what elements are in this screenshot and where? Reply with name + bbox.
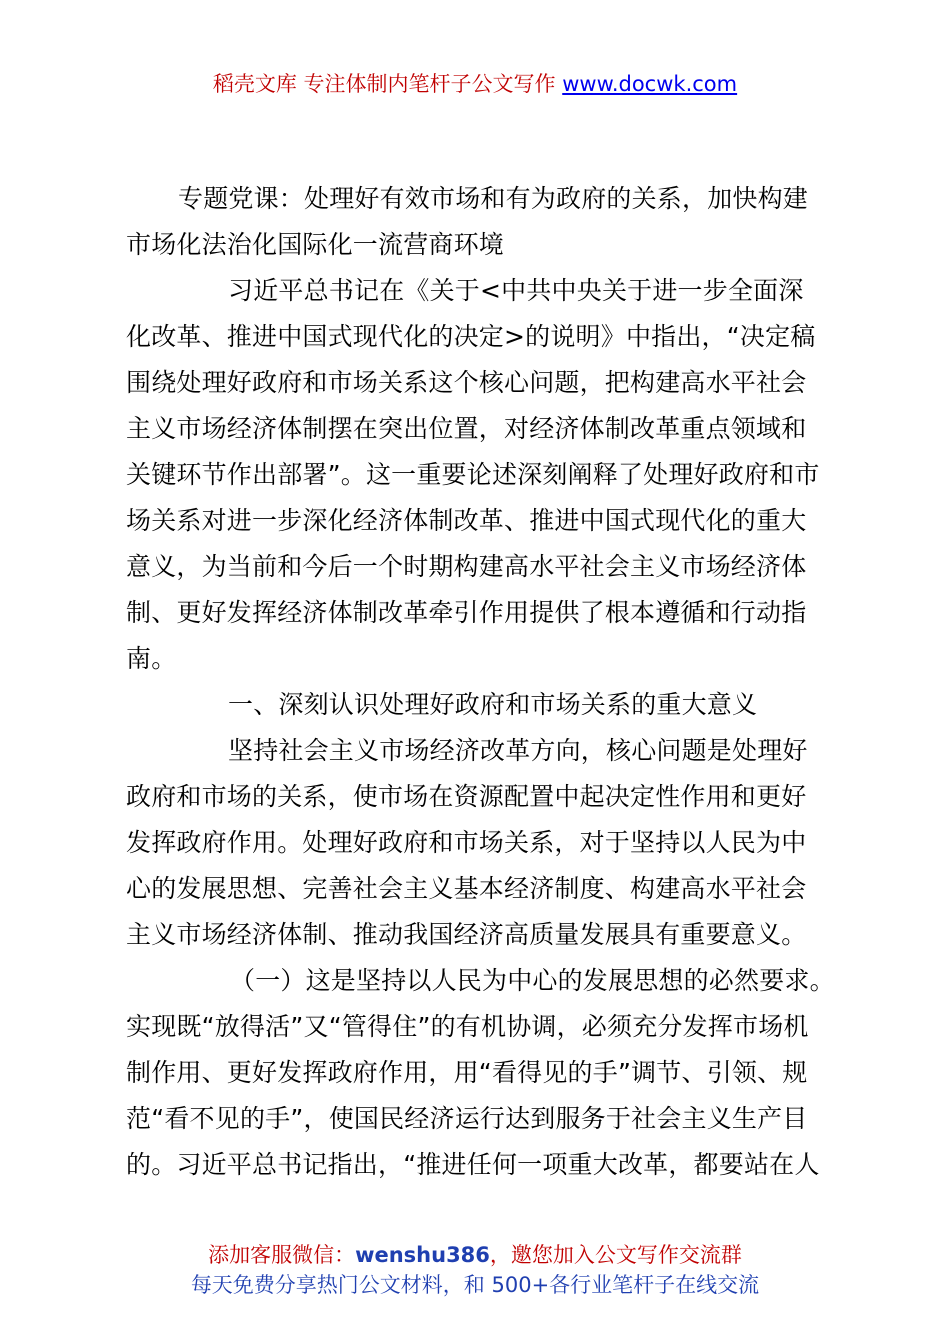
wechat-id: wenshu386 — [355, 1243, 490, 1267]
paragraph-line: 发挥政府作用。处理好政府和市场关系，对于坚持以人民为中 — [126, 828, 807, 857]
paragraph-line: 关键环节作出部署”。这一重要论述深刻阐释了处理好政府和市 — [126, 460, 820, 489]
paragraph-line: 围绕处理好政府和市场关系这个核心问题，把构建高水平社会 — [126, 368, 807, 397]
paragraph-line: 心的发展思想、完善社会主义基本经济制度、构建高水平社会 — [126, 874, 807, 903]
paragraph-line: 主义市场经济体制、推动我国经济高质量发展具有重要意义。 — [126, 920, 807, 949]
footer-prefix: 添加客服微信： — [208, 1243, 356, 1267]
paragraph-line: 南。 — [126, 644, 177, 673]
page-footer — [0, 1240, 950, 1300]
paragraph-line: 意义，为当前和今后一个时期构建高水平社会主义市场经济体 — [126, 552, 807, 581]
paragraph-line: 场关系对进一步深化经济体制改革、推进中国式现代化的重大 — [126, 506, 807, 535]
footer-suffix: ，邀您加入公文写作交流群 — [489, 1243, 742, 1267]
paragraph-line: 的。习近平总书记指出，“推进任何一项重大改革，都要站在人 — [126, 1150, 820, 1179]
doc-title-line-1: 专题党课：处理好有效市场和有为政府的关系，加快构建 — [178, 184, 809, 213]
paragraph-line: 化改革、推进中国式现代化的决定>的说明》中指出，“决定稿 — [126, 322, 816, 351]
document-body — [126, 176, 835, 1188]
subsection-heading: （一）这是坚持以人民为中心的发展思想的必然要求。 — [230, 966, 835, 995]
paragraph-line: 制作用、更好发挥政府作用，用“看得见的手”调节、引领、规 — [126, 1058, 808, 1087]
footer-contact-line — [0, 1240, 950, 1270]
paragraph-line: 实现既“放得活”又“管得住”的有机协调，必须充分发挥市场机 — [126, 1012, 809, 1041]
page-header — [0, 68, 950, 100]
paragraph-line: 范“看不见的手”，使国民经济运行达到服务于社会主义生产目 — [126, 1104, 808, 1133]
footer-promo-line: 每天免费分享热门公文材料，和 500+各行业笔杆子在线交流 — [190, 1273, 760, 1297]
paragraph-line: 政府和市场的关系，使市场在资源配置中起决定性作用和更好 — [126, 782, 807, 811]
brand-slogan: 稻壳文库 专注体制内笔杆子公文写作 — [212, 72, 563, 96]
site-url-link[interactable]: www.docwk.com — [562, 72, 738, 96]
paragraph-line: 习近平总书记在《关于<中共中央关于进一步全面深 — [228, 276, 804, 305]
paragraph-line: 坚持社会主义市场经济改革方向，核心问题是处理好 — [228, 736, 808, 765]
paragraph-line: 制、更好发挥经济体制改革牵引作用提供了根本遵循和行动指 — [126, 598, 807, 627]
paragraph-line: 主义市场经济体制摆在突出位置，对经济体制改革重点领域和 — [126, 414, 807, 443]
section-heading: 一、深刻认识处理好政府和市场关系的重大意义 — [228, 690, 758, 719]
doc-title-line-2: 市场化法治化国际化一流营商环境 — [126, 230, 505, 259]
